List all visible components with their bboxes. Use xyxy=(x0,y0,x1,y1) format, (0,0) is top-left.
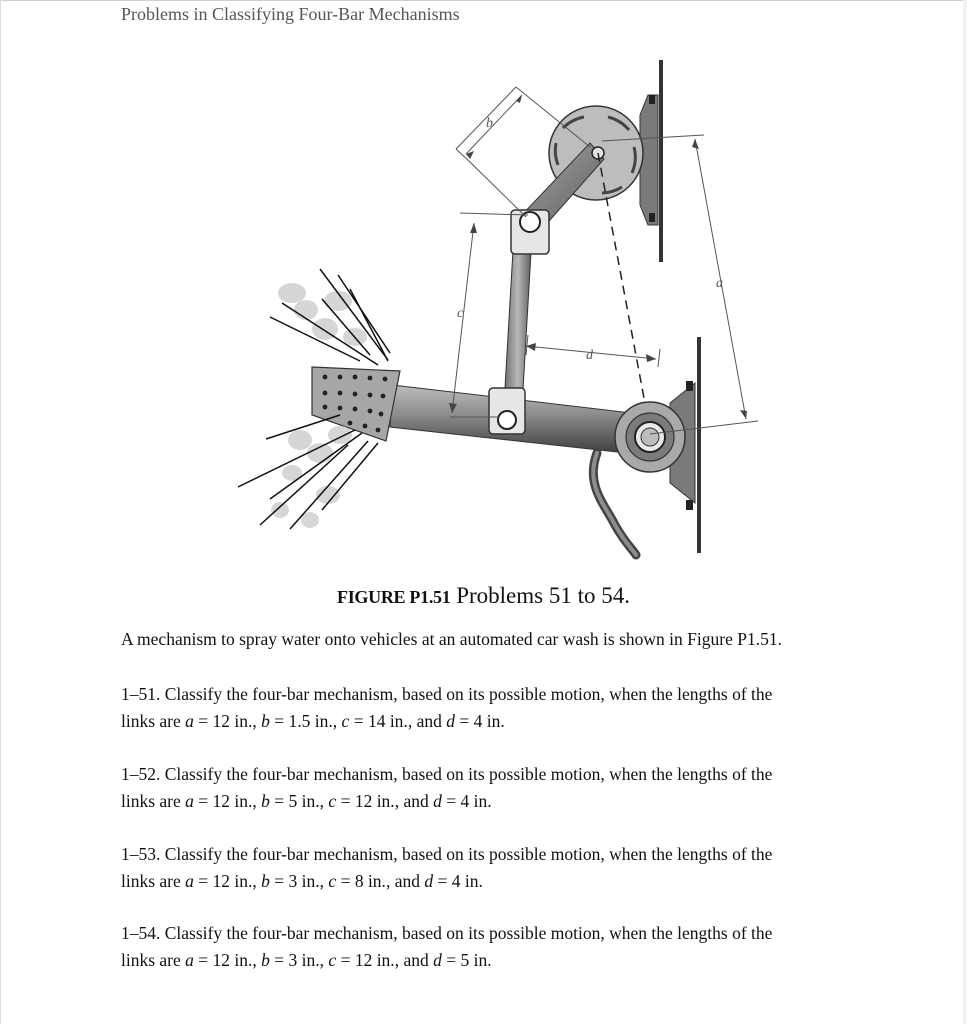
length-d: 4 in. xyxy=(460,791,492,811)
problem-text: Classify the four-bar mechanism, based on its possible motion, when the lengths of the xyxy=(164,844,773,864)
problem-number: 1–54. xyxy=(121,923,161,943)
length-c: 12 in. xyxy=(354,950,395,970)
length-c: 12 in. xyxy=(354,791,395,811)
links-prefix: links are xyxy=(121,871,181,891)
page-left-edge xyxy=(0,0,1,1024)
scrollbar-track[interactable] xyxy=(963,0,967,1024)
upper-clevis xyxy=(511,210,549,254)
length-c: 8 in. xyxy=(354,871,386,891)
problem-number: 1–52. xyxy=(121,764,161,784)
length-d: 4 in. xyxy=(473,711,505,731)
problem-number: 1–53. xyxy=(121,844,161,864)
problem-1-54: 1–54. Classify the four-bar mechanism, based on its possible motion, when the lengths of the links are a = 12 in., b = 3 in., c = 12 in., and d = 5 in. xyxy=(121,923,773,970)
dim-label-c: c xyxy=(457,306,464,321)
length-a: 12 in. xyxy=(212,950,253,970)
dim-label-d: d xyxy=(586,348,593,363)
problem-number: 1–51. xyxy=(121,684,161,704)
dim-label-b: b xyxy=(486,116,493,131)
intro-paragraph: A mechanism to spray water onto vehicles at an automated car wash is shown in Figure P1.51. xyxy=(121,629,782,649)
links-prefix: links are xyxy=(121,791,181,811)
hose xyxy=(593,453,636,555)
figure-label: FIGURE P1.51 xyxy=(337,587,451,607)
problem-text: Classify the four-bar mechanism, based on its possible motion, when the lengths of the xyxy=(164,684,773,704)
length-d: 4 in. xyxy=(451,871,483,891)
length-a: 12 in. xyxy=(212,711,253,731)
spray-nozzle xyxy=(312,367,400,441)
links-prefix: links are xyxy=(121,711,181,731)
problem-1-51: 1–51. Classify the four-bar mechanism, based on its possible motion, when the lengths of the links are a = 12 in., b = 1.5 in., c = 14 in., and d = 4 in. xyxy=(121,684,773,731)
length-c: 14 in. xyxy=(367,711,408,731)
dim-label-a: a xyxy=(716,276,723,291)
length-a: 12 in. xyxy=(212,791,253,811)
lower-clevis xyxy=(489,388,525,434)
length-b: 5 in. xyxy=(288,791,320,811)
arm-pivot-boss xyxy=(615,402,685,472)
section-title: Problems in Classifying Four-Bar Mechanisms xyxy=(121,4,460,24)
links-prefix: links are xyxy=(121,950,181,970)
page-top-edge xyxy=(0,0,967,1)
figure-caption xyxy=(0,583,967,609)
figure-caption-text: Problems 51 to 54. xyxy=(456,583,630,608)
car-wash-mechanism-figure xyxy=(230,55,770,565)
length-d: 5 in. xyxy=(460,950,492,970)
problem-text: Classify the four-bar mechanism, based on its possible motion, when the lengths of the xyxy=(164,923,773,943)
length-b: 3 in. xyxy=(288,950,320,970)
problem-1-52: 1–52. Classify the four-bar mechanism, based on its possible motion, when the lengths of the links are a = 12 in., b = 5 in., c = 12 in., and d = 4 in. xyxy=(121,764,773,811)
length-b: 3 in. xyxy=(288,871,320,891)
upper-wall-mount xyxy=(640,60,663,262)
length-b: 1.5 in. xyxy=(288,711,333,731)
coupler-rod xyxy=(504,233,532,407)
problem-1-53: 1–53. Classify the four-bar mechanism, based on its possible motion, when the lengths of the links are a = 12 in., b = 3 in., c = 8 in., and d = 4 in. xyxy=(121,844,773,891)
problem-text: Classify the four-bar mechanism, based on its possible motion, when the lengths of the xyxy=(164,764,773,784)
length-a: 12 in. xyxy=(212,871,253,891)
